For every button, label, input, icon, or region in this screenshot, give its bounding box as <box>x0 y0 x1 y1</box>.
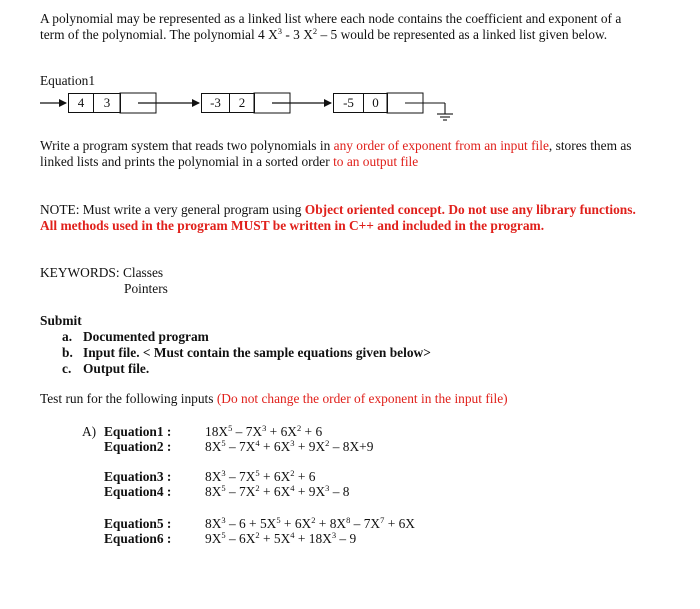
group-label: A) <box>82 424 97 439</box>
exponent: 5 <box>255 468 260 478</box>
exponent: 3 <box>262 423 267 433</box>
task-text: , stores them as <box>548 138 632 153</box>
task-line-2 <box>40 154 418 170</box>
exponent: 2 <box>255 483 260 493</box>
equation2-expr: $8X^5 - 7X^4 + 6X^3 + 9X^2 - 8X+9$ <box>205 438 374 454</box>
submit-item-a <box>62 329 209 345</box>
note-line-1 <box>40 202 636 218</box>
submit-heading: Submit <box>40 313 82 328</box>
intro-line-1: A polynomial may be represented as a linked list where each node contains the coefficient and exponent of a <box>40 11 622 26</box>
submit-text: Output file. <box>83 361 150 376</box>
equation2-label: Equation2 : <box>104 439 172 454</box>
node-coef: -5 <box>343 95 354 110</box>
intro-text-a: term of the polynomial. The polynomial 4 X <box>40 27 278 42</box>
exponent: 5 <box>276 515 281 525</box>
intro-text-b: - 3 X <box>282 27 313 42</box>
exponent: 3 <box>290 438 295 448</box>
intro-text-c: – 5 would be represented as a linked list given below. <box>317 27 608 42</box>
exponent: 2 <box>290 468 295 478</box>
exponent: 3 <box>331 530 337 540</box>
node-coef: 4 <box>77 95 85 110</box>
equation5-expr: $8X^3 - 6 + 5X^5 + 6X^2 + 8X^8 - 7X^7 + 6X$ <box>205 515 415 531</box>
testrun-line <box>40 391 508 407</box>
keywords-second: Pointers <box>124 281 168 296</box>
intro-exp-2: 2 <box>312 26 318 36</box>
task-text: Write a program system that reads two polynomials in <box>40 138 334 153</box>
submit-marker: a. <box>62 329 73 344</box>
exponent: 4 <box>290 530 295 540</box>
submit-marker: b. <box>62 345 73 360</box>
exponent: 5 <box>221 438 226 448</box>
exponent: 3 <box>221 515 226 525</box>
equation3-label: Equation3 : <box>104 469 172 484</box>
equation4-expr: $8X^5 - 7X^2 + 6X^4 + 9X^3 - 8$ <box>205 483 350 499</box>
exponent: 4 <box>290 483 295 493</box>
linked-list-diagram <box>0 0 700 140</box>
exponent: 2 <box>325 438 330 448</box>
submit-item-b <box>62 345 431 361</box>
testrun-text: Test run for the following inputs <box>40 391 217 406</box>
task-text: linked lists and prints the polynomial in a sorted order <box>40 154 334 169</box>
keywords-label: KEYWORDS: Classes <box>40 265 164 280</box>
equation3-expr: $8X^3 - 7X^5 + 6X^2 + 6$ <box>205 468 316 484</box>
node-coef: -3 <box>210 95 221 110</box>
exponent: 2 <box>296 423 302 433</box>
exponent: 4 <box>255 438 260 448</box>
null-ground-icon <box>405 103 453 120</box>
node-1 <box>68 93 121 113</box>
equation1-label: Equation1 : <box>104 424 172 439</box>
node-exp: 2 <box>238 95 246 110</box>
task-line-1 <box>40 138 631 154</box>
submit-text: Input file. < Must contain the sample equations given below> <box>83 345 431 360</box>
equation6-label: Equation6 : <box>104 531 172 546</box>
task-highlight: to an output file <box>333 154 419 169</box>
node-2 <box>201 93 255 113</box>
note-highlight-1: Object oriented concept. Do not use any library functions. <box>304 202 636 217</box>
exponent: 3 <box>221 468 226 478</box>
note-prefix: NOTE: Must write a very general program using <box>40 202 305 217</box>
node-exp: 0 <box>372 95 379 110</box>
equation4-label: Equation4 : <box>104 484 172 499</box>
submit-text: Documented program <box>83 329 209 344</box>
exponent: 5 <box>221 530 226 540</box>
submit-marker: c. <box>62 361 72 376</box>
exponent: 7 <box>380 515 385 525</box>
equation1-expr: $18X^5 - 7X^3 + 6X^2 + 6$ <box>205 423 323 439</box>
equation5-label: Equation5 : <box>104 516 172 531</box>
exponent: 5 <box>228 423 233 433</box>
testrun-highlight: (Do not change the order of exponent in the input file) <box>216 391 508 406</box>
task-highlight: any order of exponent from an input file <box>333 138 549 153</box>
submit-item-c <box>62 361 149 377</box>
exponent: 8 <box>346 515 351 525</box>
node-exp: 3 <box>103 95 111 110</box>
equation6-expr: $9X^5 - 6X^2 + 5X^4 + 18X^3 - 9$ <box>205 530 357 546</box>
diagram-label: Equation1 <box>40 73 96 88</box>
note-line-2: All methods used in the program MUST be written in C++ and included in the program. <box>40 218 545 233</box>
exponent: 2 <box>255 530 260 540</box>
node-3 <box>333 93 388 113</box>
exponent: 3 <box>325 483 330 493</box>
intro-exp-1: 3 <box>277 26 283 36</box>
exponent: 2 <box>311 515 316 525</box>
exponent: 5 <box>221 483 226 493</box>
